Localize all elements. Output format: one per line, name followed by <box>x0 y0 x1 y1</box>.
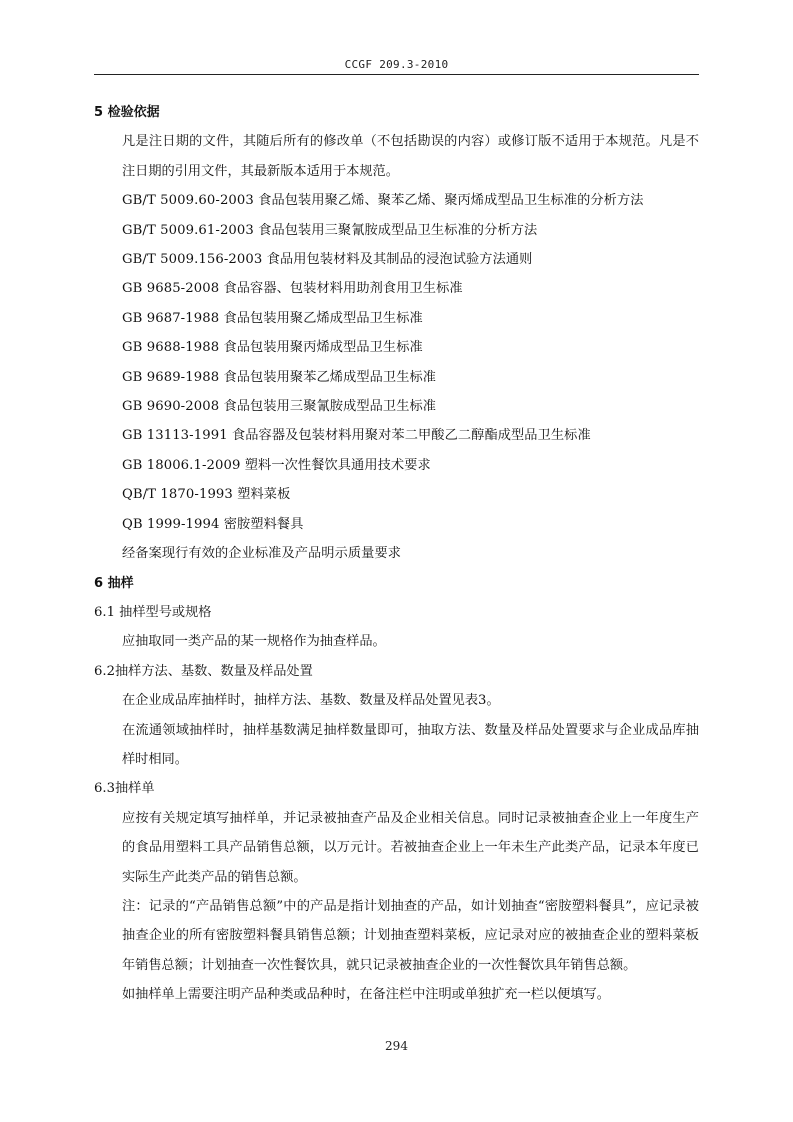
reference-item: GB 9689-1988 食品包装用聚苯乙烯成型品卫生标准 <box>122 369 437 385</box>
section-5-intro: 凡是注日期的文件，其随后所有的修改单（不包括勘误的内容）或修订版不适用于本规范。凡是不注日期的引用文件，其最新版本适用于本规范。 <box>122 134 699 179</box>
reference-item: GB 9690-2008 食品包装用三聚氰胺成型品卫生标准 <box>122 399 437 415</box>
section-6-3-paragraph: 如抽样单上需要注明产品种类或品种时，在备注栏中注明或单独扩充一栏以便填写。 <box>122 987 610 1003</box>
reference-item: GB 13113-1991 食品容器及包装材料用聚对苯二甲酸乙二醇酯成型品卫生标准 <box>122 428 591 444</box>
section-6-3-heading: 6.3抽样单 <box>94 781 155 797</box>
page-number: 294 <box>385 1039 408 1053</box>
header-rule <box>94 74 699 75</box>
running-header: CCGF 209.3-2010 <box>344 58 449 71</box>
section-5-closing: 经备案现行有效的企业标准及产品明示质量要求 <box>122 546 402 562</box>
reference-item: GB 9687-1988 食品包装用聚乙烯成型品卫生标准 <box>122 310 423 326</box>
section-6-2-heading: 6.2抽样方法、基数、数量及样品处置 <box>94 663 313 679</box>
reference-item: GB 9685-2008 食品容器、包装材料用助剂食用卫生标准 <box>122 281 463 297</box>
reference-item: QB/T 1870-1993 塑料菜板 <box>122 487 291 503</box>
reference-item: GB/T 5009.61-2003 食品包装用三聚氰胺成型品卫生标准的分析方法 <box>122 222 538 238</box>
section-5-heading: 5 检验依据 <box>94 105 160 120</box>
document-body <box>94 98 699 1010</box>
section-6-2-paragraph: 在企业成品库抽样时，抽样方法、基数、数量及样品处置见表3。 <box>122 693 500 709</box>
section-6-heading: 6 抽样 <box>94 575 134 591</box>
section-6-1-text: 应抽取同一类产品的某一规格作为抽查样品。 <box>122 634 386 650</box>
section-6-1-heading: 6.1 抽样型号或规格 <box>94 604 212 620</box>
reference-item: GB 9688-1988 食品包装用聚丙烯成型品卫生标准 <box>122 340 423 356</box>
section-6-3-paragraph: 应按有关规定填写抽样单，并记录被抽查产品及企业相关信息。同时记录被抽查企业上一年度生产的食品用塑料工具产品销售总额，以万元计。若被抽查企业上一年未生产此类产品，记录本年度已实际生产此类产品的销售总额。 <box>122 810 699 885</box>
section-6-2-paragraph: 在流通领域抽样时，抽样基数满足抽样数量即可，抽取方法、数量及样品处置要求与企业成品库抽样时相同。 <box>122 722 699 767</box>
reference-item: GB/T 5009.156-2003 食品用包装材料及其制品的浸泡试验方法通则 <box>122 252 533 268</box>
reference-item: GB 18006.1-2009 塑料一次性餐饮具通用技术要求 <box>122 457 431 473</box>
reference-item: QB 1999-1994 密胺塑料餐具 <box>122 516 304 532</box>
section-6-3-note: 注：记录的“产品销售总额”中的产品是指计划抽查的产品，如计划抽查“密胺塑料餐具”，应记录被抽查企业的所有密胺塑料餐具销售总额；计划抽查塑料菜板，应记录对应的被抽查企业的塑料菜板年销售总额；计划抽查一次性餐饮具，就只记录被抽查企业的一次性餐饮具年销售总额。 <box>122 898 699 973</box>
reference-item: GB/T 5009.60-2003 食品包装用聚乙烯、聚苯乙烯、聚丙烯成型品卫生标准的分析方法 <box>122 193 644 209</box>
